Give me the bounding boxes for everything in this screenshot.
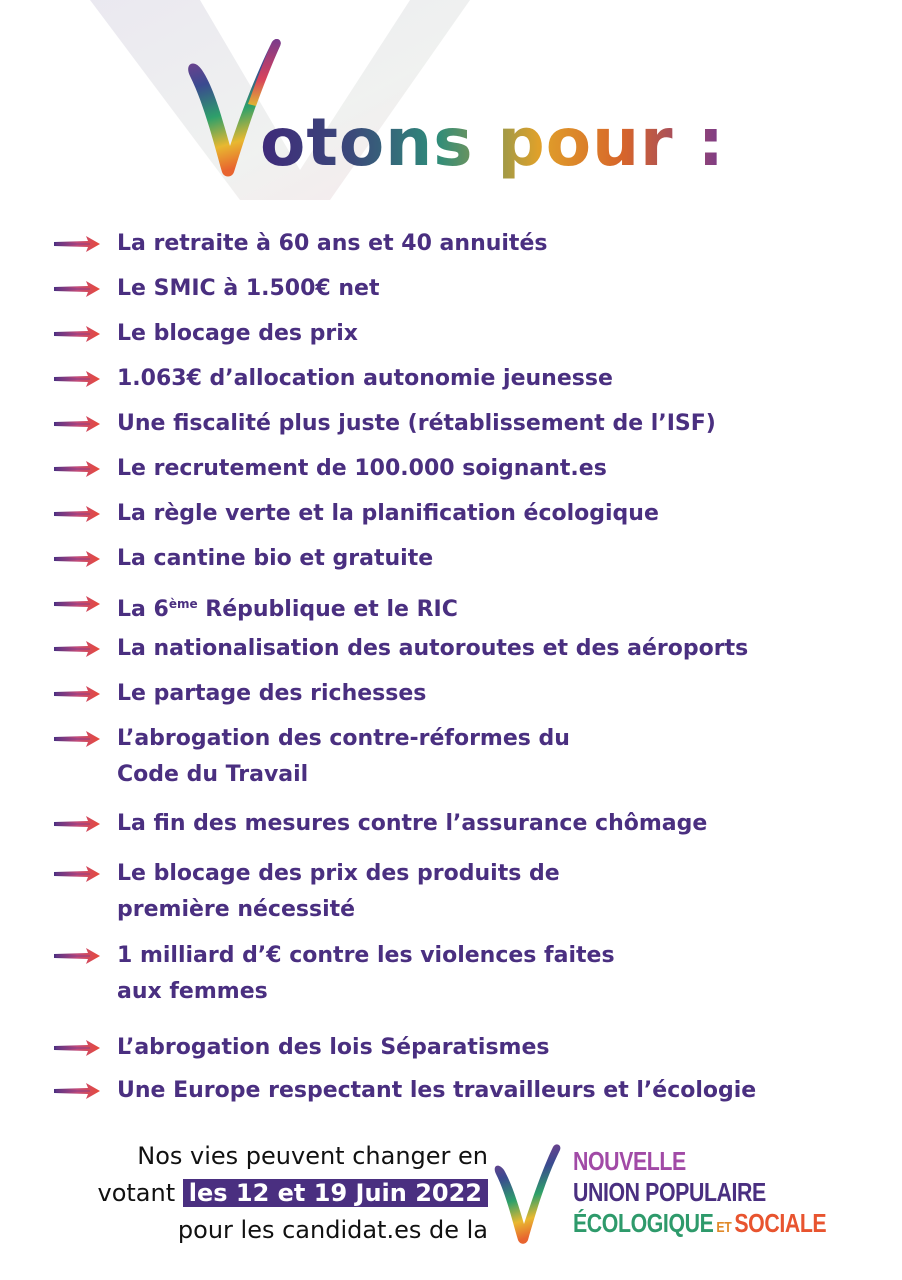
arrow-icon	[52, 324, 102, 344]
date-highlight: les 12 et 19 Juin 2022	[183, 1179, 488, 1207]
arrow-icon	[52, 549, 102, 569]
title-text: otons pour :	[260, 104, 725, 181]
arrow-icon	[52, 369, 102, 389]
arrow-icon	[52, 864, 102, 884]
arrow-icon	[52, 279, 102, 299]
arrow-icon	[52, 414, 102, 434]
arrow-icon	[52, 1081, 102, 1101]
arrow-icon	[52, 814, 102, 834]
arrow-icon	[52, 729, 102, 749]
arrow-icon	[52, 234, 102, 254]
title	[180, 34, 800, 194]
arrow-icon	[52, 459, 102, 479]
nupes-v-logo-icon	[490, 1140, 570, 1250]
arrow-icon	[52, 504, 102, 524]
arrow-icon	[52, 1038, 102, 1058]
arrow-icon	[52, 594, 102, 614]
arrow-icon	[52, 684, 102, 704]
footer-text: Nos vies peuvent changer en votant les 12 et 19 Juin 2022 pour les candidat.es de la	[97, 1142, 488, 1244]
arrow-icon	[52, 639, 102, 659]
nupes-logo-text: NOUVELLE UNION POPULAIRE ÉCOLOGIQUE ET SOCIALE	[573, 1146, 827, 1238]
arrow-icon	[52, 946, 102, 966]
